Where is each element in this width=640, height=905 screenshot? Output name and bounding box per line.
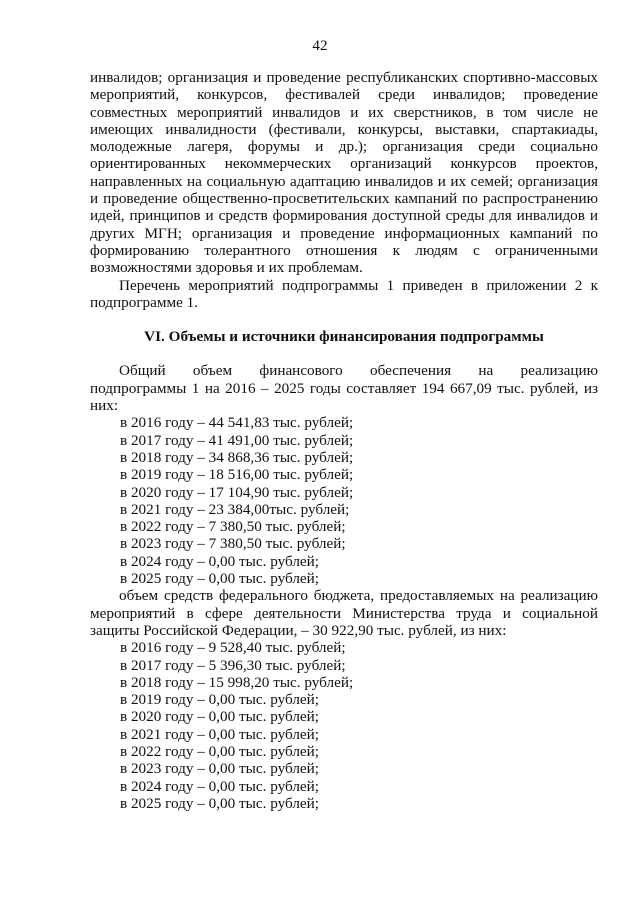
federal-funding-paragraph [90, 587, 598, 639]
list-item: в 2018 году – 15 998,20 тыс. рублей; [120, 673, 354, 691]
list-item: в 2020 году – 0,00 тыс. рублей; [120, 708, 320, 726]
list-item: в 2022 году – 7 380,50 тыс. рублей; [120, 518, 346, 536]
paragraph-line: защиты Российской Федерации, – 30 922,90 тыс. рублей, из них: [90, 621, 507, 639]
list-item: в 2019 году – 18 516,00 тыс. рублей; [120, 466, 354, 484]
list-item: в 2016 году – 44 541,83 тыс. рублей; [120, 414, 354, 432]
paragraph-line: формированию толерантного отношения к людям с ограниченными [90, 241, 598, 259]
list-item: в 2024 году – 0,00 тыс. рублей; [120, 777, 320, 795]
list-item: в 2017 году – 5 396,30 тыс. рублей; [120, 656, 346, 674]
paragraph-line: других МГН; организация и проведение информационных кампаний по [90, 224, 598, 242]
paragraph-line: молодежные лагеря, форумы и др.); организация среди социально [90, 138, 598, 156]
total-funding-paragraph [90, 362, 598, 414]
list-item: в 2016 году – 9 528,40 тыс. рублей; [120, 639, 346, 657]
list-item: в 2020 году – 17 104,90 тыс. рублей; [120, 483, 354, 501]
list-item: в 2025 году – 0,00 тыс. рублей; [120, 794, 320, 812]
paragraph-line: них: [90, 397, 119, 415]
paragraph-line: совместных мероприятий инвалидов и их сверстников, в том числе не [90, 103, 598, 121]
list-item: в 2025 году – 0,00 тыс. рублей; [120, 570, 320, 588]
paragraph-line: Перечень мероприятий подпрограммы 1 приведен в приложении 2 к [119, 276, 598, 294]
paragraph-line: мероприятий в сфере деятельности Министерства труда и социальной [90, 604, 598, 622]
paragraph-line: подпрограммы 1 на 2016 – 2025 годы составляет 194 667,09 тыс. рублей, из [90, 379, 598, 397]
paragraph-line: Общий объем финансового обеспечения на реализацию [119, 362, 598, 380]
paragraph-line: направленных на социальную адаптацию инвалидов и их семей; организация [90, 172, 598, 190]
paragraph-line: ориентированных некоммерческих организаций конкурсов проектов, [90, 155, 598, 173]
list-item: в 2018 году – 34 868,36 тыс. рублей; [120, 448, 354, 466]
list-item: в 2023 году – 0,00 тыс. рублей; [120, 760, 320, 778]
paragraph-line: объем средств федерального бюджета, предоставляемых на реализацию [119, 587, 598, 605]
paragraph-line: имеющих инвалидности (фестивали, конкурсы, выставки, спартакиады, [90, 120, 598, 138]
list-item: в 2021 году – 23 384,00тыс. рублей; [120, 500, 350, 518]
intro-paragraph [90, 69, 598, 277]
list-item: в 2024 году – 0,00 тыс. рублей; [120, 552, 320, 570]
paragraph-line: идей, принципов и средств формирования доступной среды для инвалидов и [90, 207, 598, 225]
paragraph-line: подпрограмме 1. [90, 293, 199, 311]
list-item: в 2017 году – 41 491,00 тыс. рублей; [120, 431, 354, 449]
page-number: 42 [312, 37, 328, 54]
annex-paragraph [90, 277, 598, 312]
total-funding-by-year-list [90, 414, 598, 587]
paragraph-line: возможностями здоровья и их проблемам. [90, 259, 363, 277]
list-item: в 2021 году – 0,00 тыс. рублей; [120, 725, 320, 743]
list-item: в 2022 году – 0,00 тыс. рублей; [120, 742, 320, 760]
paragraph-line: мероприятий, конкурсов, фестивалей среди инвалидов; проведение [90, 86, 598, 104]
section-heading: VI. Объемы и источники финансирования подпрограммы [144, 328, 544, 346]
list-item: в 2019 году – 0,00 тыс. рублей; [120, 691, 320, 709]
document-body [90, 69, 598, 812]
paragraph-line: инвалидов; организация и проведение республиканских спортивно-массовых [90, 69, 598, 86]
paragraph-line: и проведение общественно-просветительских кампаний по распространению [90, 190, 598, 208]
list-item: в 2023 году – 7 380,50 тыс. рублей; [120, 535, 346, 553]
federal-funding-by-year-list [90, 639, 598, 812]
